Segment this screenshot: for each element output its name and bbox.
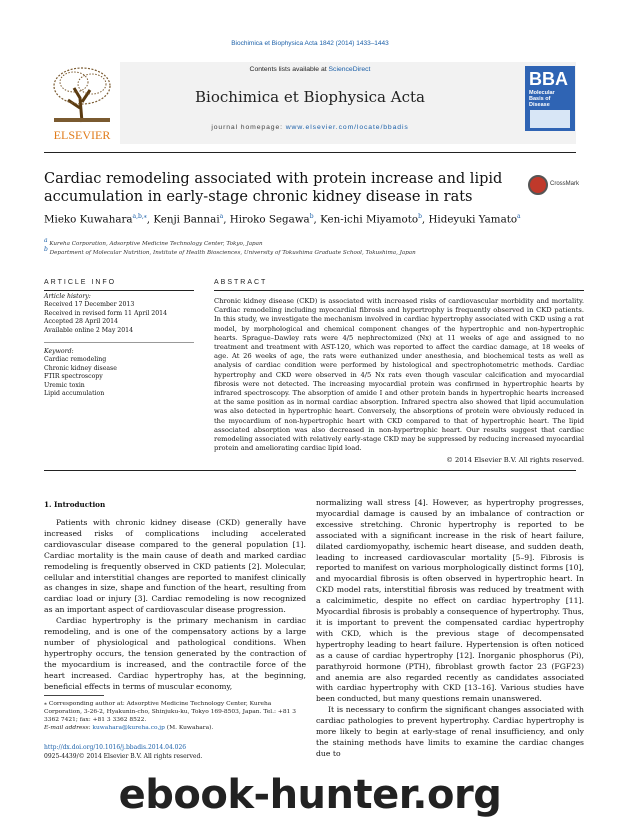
article-title: Cardiac remodeling associated with protein increase and lipid accumulation in early-stage chronic kidney disease in rats: [44, 171, 503, 205]
keyword-item: Uremic toxin: [44, 381, 85, 389]
paragraph: Patients with chronic kidney disease (CKD) generally have increased risks of complications including accelerated cardiovascular disease compared to the general population [1]. Cardiac mortality is the main cause of death and marked cardiac remodeling is frequently observed in CKD patients [2]. Molecular, cellular and interstitial changes are reported to manifest clinically as changes in size, shape and function of the heart, resulting from cardiac load or injury [3]. Cardiac remodeling is now recognized as an important aspect of cardiovascular disease progression.: [44, 518, 306, 615]
cover-title: BBA: [529, 69, 568, 89]
affiliation-a: $^a$ Kureha Corporation, Adsorptive Medicine Technology Center, Tokyo, Japan: [44, 237, 263, 247]
author-affiliation-link[interactable]: b: [309, 213, 314, 220]
author-affiliation-link[interactable]: a: [517, 213, 521, 220]
author-affiliation-link[interactable]: a: [219, 213, 224, 220]
info-rule: [44, 290, 194, 291]
author-affiliation-link[interactable]: a,b,⁎: [132, 213, 147, 220]
article-info: [44, 293, 194, 398]
abstract-rule: [214, 290, 584, 291]
affiliation-b: $^b$ Department of Molecular Nutrition, Institute of Health Biosciences, University of Tokushima Graduate School, Tokushima, Japan: [44, 246, 416, 256]
cover-subtitle: Molecular Basis of Disease: [529, 90, 555, 108]
abstract-text: Chronic kidney disease (CKD) is associated with increased risks of cardiovascular morbidity and mortality. Cardiac remodeling including myocardial fibrosis and hypertrophy is frequently observed in CKD patients. In this study, we investigate the mechanism involved in cardiac hypertrophy associated with CKD using a rat model, by morphological and chemical component changes of the hypertrophic and non-hypertrophic hearts. Sprague–Dawley rats were 4/5 nephrectomized (Nx) at 11 weeks of age and assigned to no treatment and treatment with AST-120, which was reported to affect the cardiac damage, at 18 weeks of age. At 26 weeks of age, the rats were euthanized under anesthesia, and biochemical tests as well as analysis of cardiac condition were performed by histological and spectrophotometric methods. Cardiac hypertrophy and CKD were observed in 4/5 Nx rats even though vascular calcification and myocardial fibrosis were not detected. The increasing myocardial protein was confirmed in hypertrophic hearts by infrared spectroscopy. The absorption of amide I and other protein bands in hypertrophic hearts increased at the same position as in normal cardiac absorption. Infrared spectra also showed that lipid accumulation was also detected in hypertrophic heart. Conversely, the absorptions of protein were obviously reduced in the myocardium of non-hypertrophic heart with CKD compared to that of hypertrophic heart. The lipid associated absorption was also decreased in non-hypertrophic heart. Our results suggest that cardiac remodeling associated with relatively early-stage CKD may be suppressed by reducing increased myocardial protein and ameliorating cardiac lipid load.: [214, 297, 584, 453]
author-name: Hideyuki Yamato: [428, 213, 518, 226]
history-item: Received in revised form 11 April 2014: [44, 309, 168, 317]
keyword-label: Keyword:: [44, 348, 74, 356]
issn-line: 0925-4439/© 2014 Elsevier B.V. All rights reserved.: [44, 752, 203, 760]
journal-reference[interactable]: Biochimica et Biophysica Acta 1842 (2014) 1433–1443: [231, 40, 389, 47]
homepage-prefix: journal homepage:: [211, 124, 286, 131]
footnote-rule: [44, 695, 104, 696]
paragraph: It is necessary to confirm the significant changes associated with cardiac pathologies to prevent hypertrophy. Cardiac hypertrophy is more likely to begin at early-stage of renal insufficiency, and only the staining methods have limits to examine the cardiac changes due to: [316, 705, 584, 758]
author-name: Hiroko Segawa: [229, 213, 310, 226]
journal-cover[interactable]: [525, 66, 575, 131]
header-rule: [44, 152, 576, 153]
abstract-bottom-rule: [44, 470, 576, 471]
intro-right-column: [316, 498, 584, 760]
keyword-item: Cardiac remodeling: [44, 356, 107, 364]
paragraph: Cardiac hypertrophy is the primary mechanism in cardiac remodeling, and is one of the compensatory actions by a large number of physiological and pathological conditions. When hypertrophy occurs, the tension generated by the contraction of the myocardium is increased, and the contractile force of the heart increased. Cardiac hypertrophy has, at the beginning, beneficial effects in terms of muscular economy,: [44, 616, 306, 691]
author-name: Mieko Kuwahara: [44, 213, 133, 226]
crossmark-button[interactable]: [528, 175, 588, 197]
sciencedirect-link[interactable]: ScienceDirect: [328, 66, 371, 73]
history-label: Article history:: [44, 293, 91, 300]
keyword-item: FTIR spectroscopy: [44, 373, 103, 381]
footnote-text: ⁎ Corresponding author at: Adsorptive Medicine Technology Center, Kureha Corporation, 3-26-2, Hyakunin-cho, Shinjuku-ku, Tokyo 169-8503, Japan. Tel.: +81 3 3362 7421; fax: +81 3 3362 8522.: [44, 701, 296, 723]
email-link[interactable]: kuwahara@kureha.co.jp: [92, 725, 165, 731]
author-affiliation-link[interactable]: b: [418, 213, 422, 220]
abstract-heading: ABSTRACT: [214, 279, 268, 286]
article-info-heading: ARTICLE INFO: [44, 279, 117, 286]
elsevier-logo: [44, 62, 120, 144]
elsevier-tree-icon: [44, 62, 120, 144]
doi-link[interactable]: http://dx.doi.org/10.1016/j.bbadis.2014.04.026: [44, 744, 187, 751]
crossmark-label: CrossMark: [550, 181, 580, 187]
homepage-link[interactable]: www.elsevier.com/locate/bbadis: [285, 124, 409, 131]
author-name: Ken-ichi Miyamoto: [320, 213, 419, 226]
footnote-email-line: E-mail address: kuwahara@kureha.co.jp (M. Kuwahara).: [44, 725, 214, 731]
info-divider: [44, 342, 194, 343]
paragraph: normalizing wall stress [4]. However, as hypertrophy progresses, myocardial damage is caused by an imbalance of contraction or excessive stretching. Chronic hypertrophy is reported to be associated with a significant increase in the risk of heart failure, dilated cardiomyopathy, ischemic heart disease, and sudden death, leading to increased cardiovascular mortality [5–9]. Fibrosis is reported to manifest on various morphologically distinct forms [10], and myocardial fibrosis is often observed in hypertrophic heart. In CKD model rats, interstitial fibrosis was reduced by treatment with a calcimimetic, despite no effect on cardiac hypertrophy [11]. Myocardial fibrosis is probably a consequence of hypertrophy. Thus, it is important to prevent the compensated cardiac hypertrophy with CKD, which is the previous stage of decompensated hypertrophy leading to heart failure. Hypertension is often noticed as a cause of cardiac hypertrophy [12]. Inorganic phosphorus (Pi), parathyroid hormone (PTH), fibroblast growth factor 23 (FGF23) and anemia are also regarded recently as candidates associated with cardiac hypertrophy with CKD [13–16]. Various studies have been conducted, but many questions remain unanswered.: [316, 498, 584, 704]
abstract-copyright: © 2014 Elsevier B.V. All rights reserved.: [446, 456, 584, 464]
journal-homepage: [120, 124, 500, 131]
author-name: Kenji Bannai: [153, 213, 220, 226]
crossmark-icon: [528, 175, 548, 195]
contents-line: [120, 66, 500, 73]
section-heading-introduction: 1. Introduction: [44, 500, 106, 509]
history-item: Received 17 December 2013: [44, 301, 135, 309]
history-item: Available online 2 May 2014: [44, 326, 134, 334]
keyword-item: Chronic kidney disease: [44, 364, 117, 372]
watermark-text: ebook-hunter.org: [118, 772, 502, 818]
author-list: Mieko Kuwahara$^{a,b,⁎}$, Kenji Bannai$^a$, Hiroko Segawa$^b$, Ken-ichi Miyamoto$^b$, Hideyuki Yamato$^a$: [44, 213, 521, 226]
history-item: Accepted 28 April 2014: [44, 318, 118, 326]
keyword-item: Lipid accumulation: [44, 390, 105, 398]
corresponding-author-footnote: [44, 700, 306, 732]
journal-title: Biochimica et Biophysica Acta: [195, 88, 425, 106]
intro-left-column: [44, 518, 306, 693]
cover-artwork: [530, 110, 570, 128]
contents-prefix: Contents lists available at: [249, 66, 329, 73]
svg-text:ELSEVIER: ELSEVIER: [53, 128, 111, 142]
doi-block: [44, 744, 344, 761]
